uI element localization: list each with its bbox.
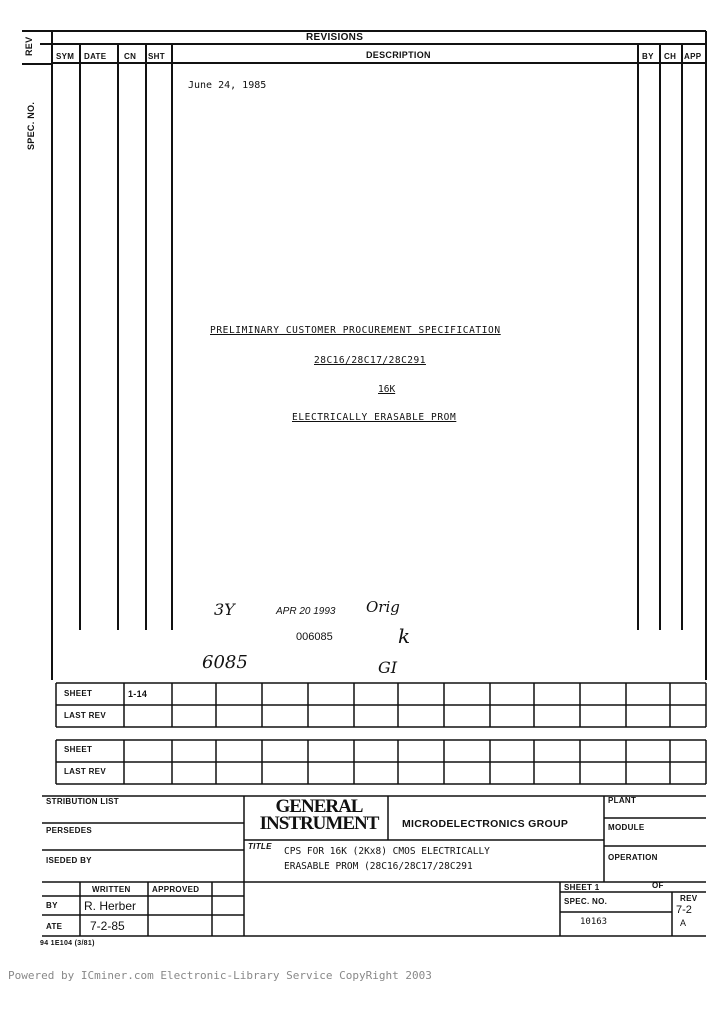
form-number: 94 1E104 (3/81) xyxy=(40,940,95,947)
title-line2: ERASABLE PROM (28C16/28C17/28C291 xyxy=(284,861,473,872)
doc-title-line4: ELECTRICALLY ERASABLE PROM xyxy=(292,412,457,423)
doc-title-line1: PRELIMINARY CUSTOMER PROCUREMENT SPECIFICATION xyxy=(210,325,501,336)
initials-handwriting: 3Y xyxy=(214,600,235,619)
operation-label: OPERATION xyxy=(608,853,658,862)
stamped-number: 006085 xyxy=(296,631,333,643)
footer-copyright: Powered by ICminer.com Electronic-Library Service CopyRight 2003 xyxy=(8,969,432,982)
distribution-list-label: STRIBUTION LIST xyxy=(46,797,119,806)
spec-no-value: 10163 xyxy=(580,917,608,927)
company-logo-line2: INSTRUMENT xyxy=(259,813,379,834)
module-label: MODULE xyxy=(608,823,645,832)
col-app: APP xyxy=(684,52,702,61)
side-rev-label: REV xyxy=(24,36,34,56)
written-date-value: 7-2-85 xyxy=(90,919,125,933)
handwritten-number: 6085 xyxy=(202,652,248,673)
col-description: DESCRIPTION xyxy=(366,50,431,60)
received-stamp-date: APR 20 1993 xyxy=(276,606,336,617)
spec-no-label: SPEC. NO. xyxy=(564,897,608,906)
col-ch: CH xyxy=(664,52,677,61)
written-by-value: R. Herber xyxy=(84,899,137,913)
sheet-label: SHEET 1 xyxy=(564,883,600,892)
handwritten-gi: GI xyxy=(378,658,398,677)
company-logo-line1: GENERAL xyxy=(275,796,363,817)
written-label: WRITTEN xyxy=(92,885,131,894)
rev-label: REV xyxy=(680,894,698,903)
sheet-row3-label: SHEET xyxy=(64,745,93,754)
side-spec-label: SPEC. NO. xyxy=(26,101,36,150)
col-by: BY xyxy=(642,52,654,61)
date-label: ATE xyxy=(46,922,63,931)
rev-value: A xyxy=(680,918,687,928)
revisions-title: REVISIONS xyxy=(306,32,364,43)
rev-date-value: 7-2 xyxy=(676,904,692,916)
plant-label: PLANT xyxy=(608,796,637,805)
title-line1: CPS FOR 16K (2Kx8) CMOS ELECTRICALLY xyxy=(284,846,490,857)
supersedes-label: PERSEDES xyxy=(46,826,92,835)
by-label: BY xyxy=(46,901,58,910)
company-logo xyxy=(256,798,382,832)
of-label: OF xyxy=(652,881,664,890)
col-cn: CN xyxy=(124,52,137,61)
sheet-row1-label: SHEET xyxy=(64,689,93,698)
col-sym: SYM xyxy=(56,52,75,61)
doc-title-line3: 16K xyxy=(378,384,396,395)
orig-handwriting: Orig xyxy=(366,598,400,616)
sheet-row1-value: 1-14 xyxy=(128,689,148,699)
sheet-row4-label: LAST REV xyxy=(64,767,106,776)
doc-title-line2: 28C16/28C17/28C291 xyxy=(314,355,426,366)
approved-label: APPROVED xyxy=(152,885,200,894)
superseded-by-label: ISEDED BY xyxy=(46,856,92,865)
check-mark-handwriting: k xyxy=(398,624,411,648)
group-name: MICRODELECTRONICS GROUP xyxy=(402,818,569,830)
document-date: June 24, 1985 xyxy=(188,80,267,91)
col-sht: SHT xyxy=(148,52,165,61)
title-label: TITLE xyxy=(248,842,272,851)
sheet-row2-label: LAST REV xyxy=(64,711,106,720)
col-date: DATE xyxy=(84,52,107,61)
